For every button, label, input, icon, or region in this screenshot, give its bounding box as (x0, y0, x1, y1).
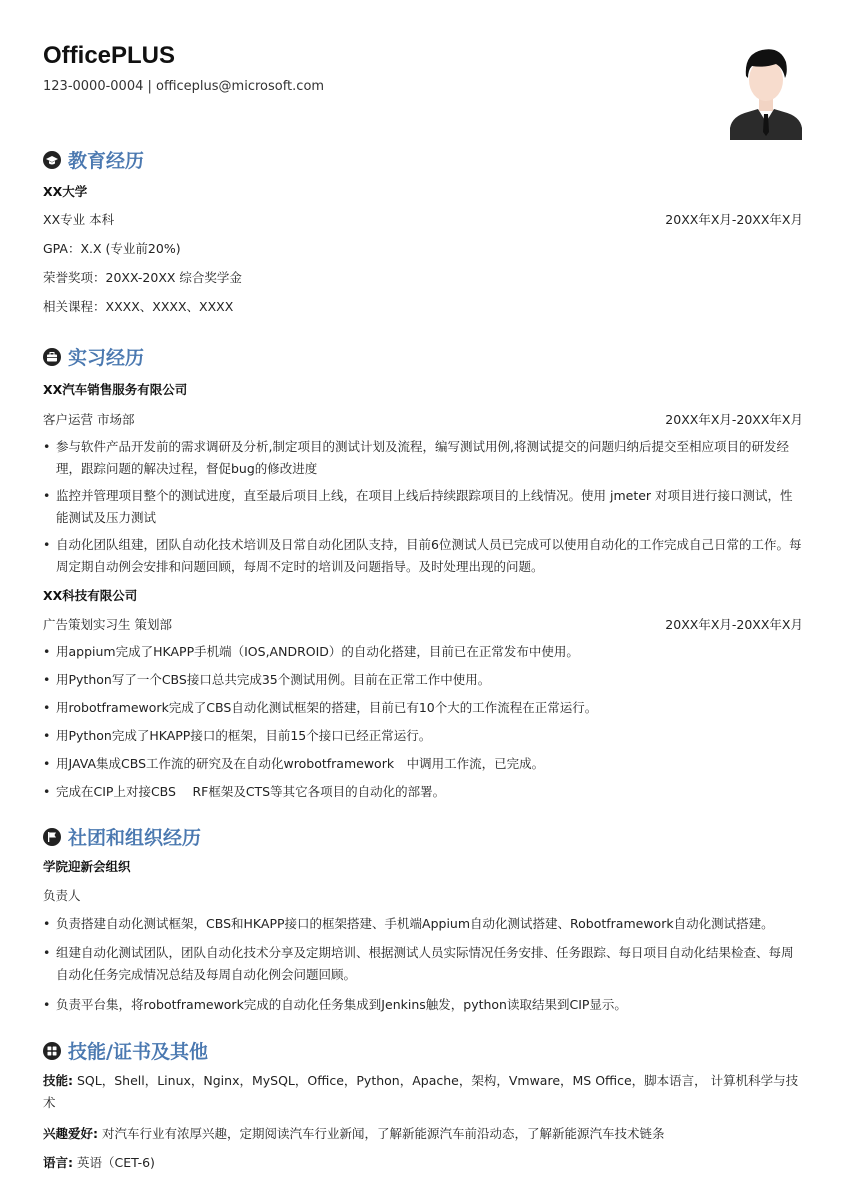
language-text: 英语（CET-6) (76, 1155, 155, 1170)
job-row (43, 615, 803, 633)
section-skills (43, 1037, 208, 1064)
list-item: • 用appium完成了HKAPP手机端（IOS,ANDROID）的自动化搭建，目前已在正常发布中使用。 (43, 641, 805, 663)
hobby-line (43, 1124, 803, 1142)
contact-info: 123-0000-0004 | officeplus@microsoft.com (43, 79, 325, 94)
section-title: 技能/证书及其他 (68, 1041, 208, 1063)
section-clubs (43, 823, 201, 850)
job-row (43, 410, 803, 428)
flag-icon (43, 828, 61, 846)
section-title: 实习经历 (68, 347, 145, 369)
list-item: • 负责搭建自动化测试框架，CBS和HKAPP接口的框架搭建、手机端Appium自动化测试搭建、Robotframework自动化测试搭建。 (43, 913, 805, 935)
list-item: • 监控并管理项目整个的测试进度，直至最后项目上线，在项目上线后持续跟踪项目的上线情况。使用 jmeter 对项目进行接口测试，性能测试及压力测试 (43, 485, 805, 529)
language-label: 语言: (43, 1155, 73, 1170)
company-name: XX汽车销售服务有限公司 (43, 382, 188, 397)
skills-label: 技能: (43, 1073, 73, 1088)
list-item: • 组建自动化测试团队，团队自动化技术分享及定期培训、根据测试人员实际情况任务安排、任务跟踪、每日项目自动化结果检查、每周自动化任务完成情况总结及每周自动化例会问题回顾。 (43, 942, 805, 986)
list-item: • 负责平台集，将robotframework完成的自动化任务集成到Jenkins触发，python读取结果到CIP显示。 (43, 994, 805, 1016)
school-name: XX大学 (43, 184, 88, 199)
list-item: • 用robotframework完成了CBS自动化测试框架的搭建，目前已有10个大的工作流程在正常运行。 (43, 697, 805, 719)
organization-name: 学院迎新会组织 (43, 859, 131, 874)
graduation-cap-icon (43, 151, 61, 169)
section-title: 教育经历 (68, 150, 145, 172)
education-row (43, 210, 803, 228)
skills-text: SQL，Shell，Linux，Nginx，MySQL，Office，Python，Apache，架构，Vmware，MS Office，脚本语言， 计算机科学与技术 (43, 1073, 799, 1110)
date-range: 20XX年X月-20XX年X月 (665, 412, 803, 427)
briefcase-icon (43, 348, 61, 366)
list-item: • 用JAVA集成CBS工作流的研究及在自动化wrobotframework 中调用工作流，已完成。 (43, 753, 805, 775)
hobby-label: 兴趣爱好: (43, 1126, 98, 1141)
courses: 相关课程：XXXX、XXXX、XXXX (43, 299, 234, 314)
grid-icon (43, 1042, 61, 1060)
language-line (43, 1153, 803, 1171)
gpa: GPA：X.X (专业前20%) (43, 241, 181, 256)
candidate-name: OfficePLUS (43, 42, 176, 69)
company-name: XX科技有限公司 (43, 588, 138, 603)
list-item: • 参与软件产品开发前的需求调研及分析,制定项目的测试计划及流程，编写测试用例,将测试提交的问题归纳后提交至相应项目的研发经理，跟踪问题的解决过程，督促bug的修改进度 (43, 436, 805, 480)
hobby-text: 对汽车行业有浓厚兴趣，定期阅读汽车行业新闻，了解新能源汽车前沿动态，了解新能源汽车技术链条 (101, 1126, 665, 1141)
section-internship (43, 343, 144, 370)
list-item: • 自动化团队组建，团队自动化技术培训及日常自动化团队支持，目前6位测试人员已完成可以使用自动化的工作完成自己日常的工作。每周定期自动例会安排和问题回顾，每周不定时的培训及问题指导。及时处理出现的问题。 (43, 534, 805, 578)
section-title: 社团和组织经历 (68, 827, 202, 849)
honors: 荣誉奖项：20XX-20XX 综合奖学金 (43, 270, 242, 285)
list-item: • 用Python写了一个CBS接口总共完成35个测试用例。目前在正常工作中使用。 (43, 669, 805, 691)
date-range: 20XX年X月-20XX年X月 (665, 212, 803, 227)
avatar (728, 42, 804, 140)
job-role: 客户运营 市场部 (43, 412, 135, 427)
date-range: 20XX年X月-20XX年X月 (665, 617, 803, 632)
list-item: • 完成在CIP上对接CBS RF框架及CTS等其它各项目的自动化的部署。 (43, 781, 805, 803)
job-role: 广告策划实习生 策划部 (43, 617, 172, 632)
section-education (43, 146, 144, 173)
club-role: 负责人 (43, 888, 81, 903)
major: XX专业 本科 (43, 212, 115, 227)
skills-line (43, 1070, 805, 1114)
list-item: • 用Python完成了HKAPP接口的框架，目前15个接口已经正常运行。 (43, 725, 805, 747)
